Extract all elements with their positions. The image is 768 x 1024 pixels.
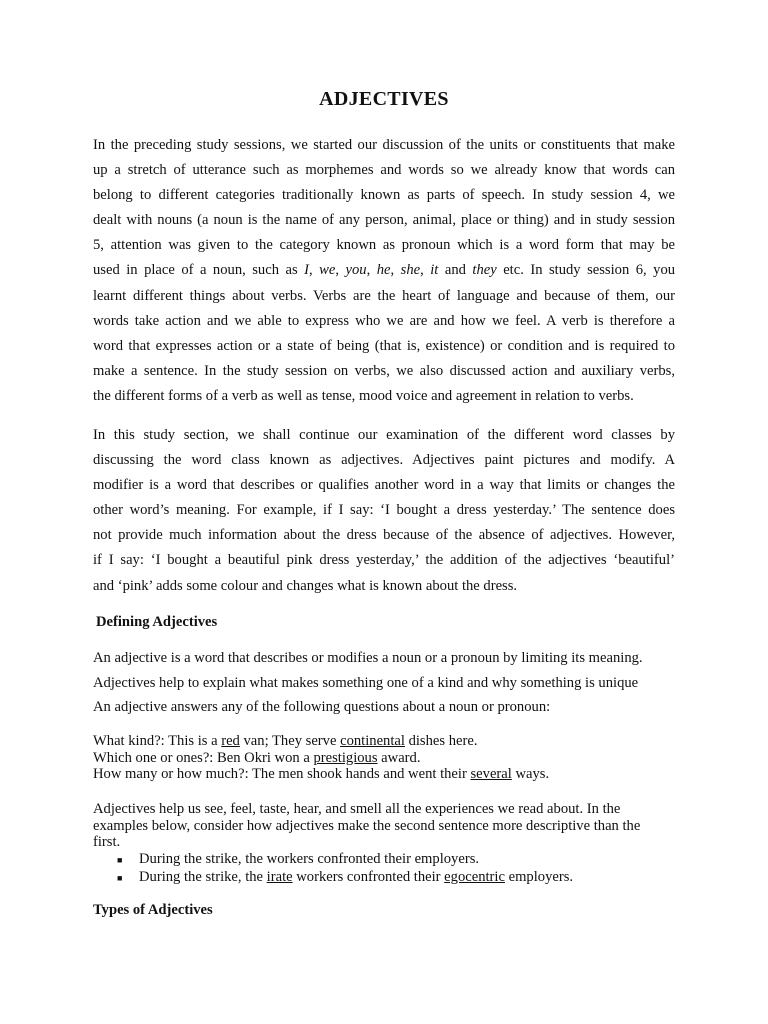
text-run: ways. xyxy=(511,766,550,782)
underlined-adjective: continental xyxy=(340,733,405,749)
section-heading-types: Types of Adjectives xyxy=(93,902,213,918)
underlined-adjective: irate xyxy=(266,869,293,885)
pronoun-example: we xyxy=(319,262,336,279)
section-heading-defining: Defining Adjectives xyxy=(96,614,218,630)
paragraph-line: In this study section, we shall continue our examination of the different word classes by xyxy=(93,427,675,443)
text-run: What kind?: This is a xyxy=(93,733,222,749)
paragraph-line: word that expresses action or a state of being (that is, existence) or condition and is required to xyxy=(93,337,675,354)
paragraph-line: and ‘pink’ adds some colour and changes what is known about the dress. xyxy=(93,577,518,594)
definition-paragraph xyxy=(93,646,643,720)
paragraph-line: Adjectives help to explain what makes something one of a kind and why something is unique xyxy=(93,674,639,691)
text-run: and xyxy=(438,262,473,279)
paragraph-line: other word’s meaning. For example, if I say: ‘I bought a dress yesterday.’ The sentence does xyxy=(93,502,675,519)
pronoun-example: I xyxy=(304,262,309,279)
square-bullet-icon: ■ xyxy=(117,873,123,883)
text-run: Which one or ones?: Ben Okri won a xyxy=(93,749,314,766)
question-line xyxy=(93,733,549,750)
paragraph-line: 5, attention was given to the category known as pronoun which is a word form that may be xyxy=(93,237,675,254)
pronoun-example: she xyxy=(400,262,421,279)
text-run: How many or how much?: The men shook hands and went their xyxy=(93,766,471,782)
question-examples xyxy=(93,733,549,783)
pronoun-example: it xyxy=(430,262,439,279)
paragraph-line: first. xyxy=(93,834,121,850)
paragraph-line: discussing the word class known as adjectives. Adjectives paint pictures and modify. A xyxy=(93,452,675,469)
underlined-adjective: prestigious xyxy=(313,749,378,766)
paragraph-line: examples below, consider how adjectives make the second sentence more descriptive than the xyxy=(93,817,641,834)
underlined-adjective: egocentric xyxy=(444,869,505,885)
paragraph-line: In the preceding study sessions, we started our discussion of the units or constituents that make xyxy=(93,137,675,153)
paragraph-line: An adjective is a word that describes or modifies a noun or a pronoun by limiting its meaning. xyxy=(93,650,643,666)
paragraph-line: dealt with nouns (a noun is the name of any person, animal, place or thing) and in study session xyxy=(93,212,675,229)
question-line xyxy=(93,750,549,767)
underlined-adjective: red xyxy=(221,733,240,749)
question-line xyxy=(93,766,549,783)
paragraph-line: up a stretch of utterance such as morphemes and words so we already know that words can xyxy=(93,162,675,179)
paragraph-line: modifier is a word that describes or qualifies another word in a way that limits or changes the xyxy=(93,477,675,494)
text-run: used in place of a noun, such as xyxy=(93,262,305,279)
example-bullet-list xyxy=(117,851,573,887)
text-run: employers. xyxy=(504,869,574,885)
text-run: workers confronted their xyxy=(292,869,445,885)
text-run: dishes here. xyxy=(404,733,478,749)
list-item-text xyxy=(139,869,573,886)
paragraph-line-pronouns: used in place of a noun, such as I, we, you, he, she, it and they etc. In study session 6, you xyxy=(93,262,676,279)
intro-paragraph xyxy=(93,133,675,409)
paragraph-line: An adjective answers any of the following questions about a noun or pronoun: xyxy=(93,699,551,715)
text-run: van; They serve xyxy=(239,733,341,749)
list-item xyxy=(117,869,573,887)
pronoun-example: he xyxy=(376,262,391,279)
paragraph-line: make a sentence. In the study session on verbs, we also discussed action and auxiliary verbs, xyxy=(93,362,675,379)
text-run: etc. In study session 6, you xyxy=(496,262,676,279)
paragraph-line: if I say: ‘I bought a beautiful pink dress yesterday,’ the addition of the adjectives ‘beautiful’ xyxy=(93,552,675,569)
pronoun-example: you xyxy=(345,262,367,279)
square-bullet-icon: ■ xyxy=(117,855,123,865)
text-run: During the strike, the xyxy=(139,869,267,885)
list-item xyxy=(117,851,573,869)
adjectives-intro-paragraph xyxy=(93,423,675,599)
paragraph-line: belong to different categories traditionally known as parts of speech. In study session 4, we xyxy=(93,187,675,204)
paragraph-line: Adjectives help us see, feel, taste, hear, and smell all the experiences we read about. In the xyxy=(93,801,621,817)
list-item-text: During the strike, the workers confronted their employers. xyxy=(139,851,480,867)
text-run: award. xyxy=(377,749,421,766)
paragraph-line: not provide much information about the dress because of the absence of adjectives. However, xyxy=(93,527,675,544)
paragraph-line: the different forms of a verb as well as tense, mood voice and agreement in relation to verbs. xyxy=(93,387,634,404)
paragraph-line: learnt different things about verbs. Verbs are the heart of language and because of them, our xyxy=(93,287,675,304)
underlined-adjective: several xyxy=(470,766,512,782)
help-paragraph xyxy=(93,801,640,851)
page-title: ADJECTIVES xyxy=(319,88,449,110)
paragraph-line: words take action and we able to express who we are and how we feel. A verb is therefore a xyxy=(93,312,675,329)
pronoun-example: they xyxy=(472,262,497,279)
